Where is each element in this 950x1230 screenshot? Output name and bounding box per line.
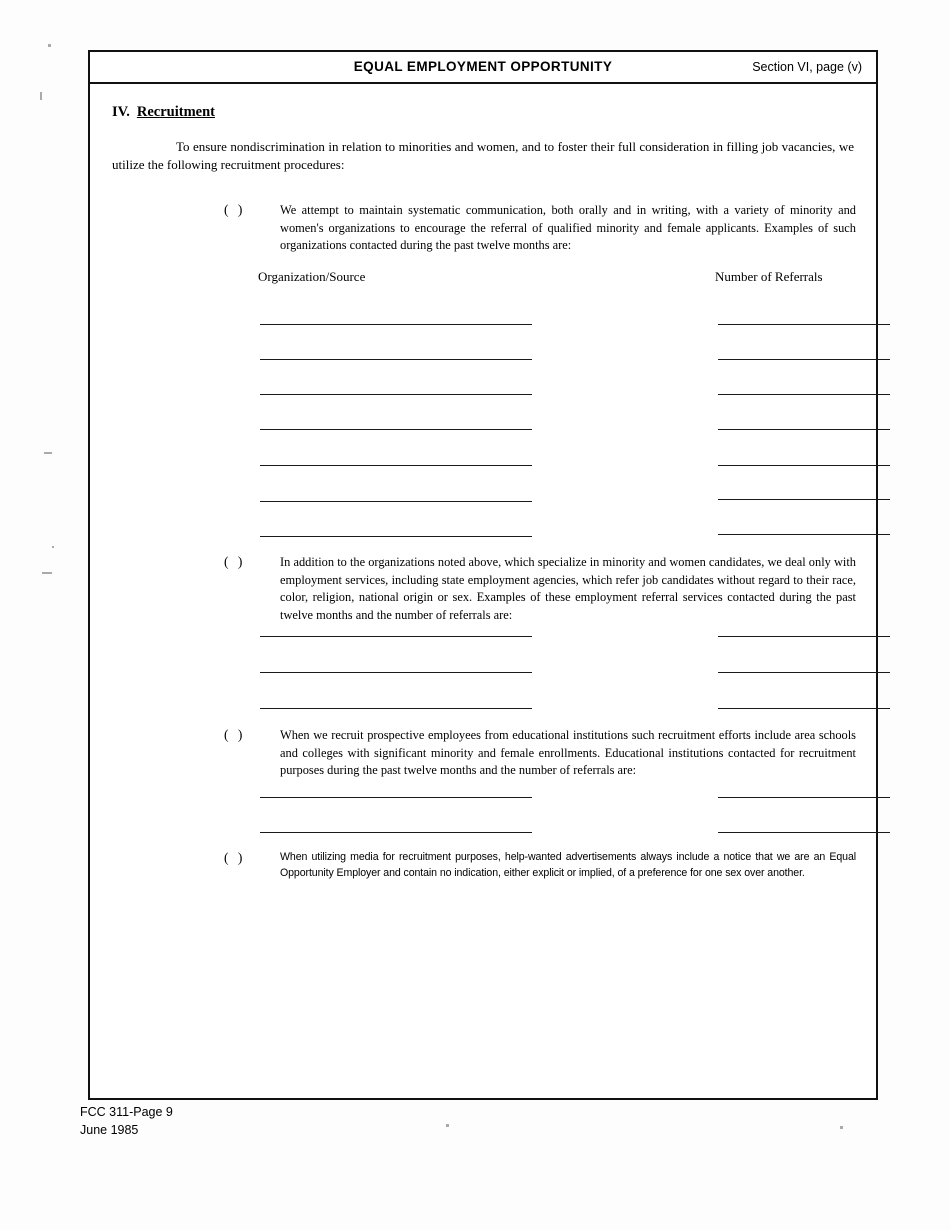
blank-line-ref-4[interactable] — [718, 429, 890, 430]
blank-line-ref-6[interactable] — [718, 499, 890, 500]
scan-artifact — [40, 92, 42, 100]
intro-text: To ensure nondiscrimination in relation to minorities and women, and to foster their full consideration in filling job vacancies, we utilize the following recruitment procedures: — [112, 139, 854, 173]
blank-line-org-1[interactable] — [260, 324, 532, 325]
blank-line-ref-3[interactable] — [718, 394, 890, 395]
page-header — [90, 52, 876, 84]
item-2-blank-line-right-3[interactable] — [718, 708, 890, 709]
item-2-blank-line-left-1[interactable] — [260, 636, 532, 637]
item-2-blank-line-right-1[interactable] — [718, 636, 890, 637]
page-title: EQUAL EMPLOYMENT OPPORTUNITY — [353, 59, 613, 74]
column-header-referrals: Number of Referrals — [715, 269, 823, 284]
form-date: June 1985 — [80, 1123, 139, 1138]
checkbox-item-1[interactable]: ( ) — [224, 202, 246, 217]
item-3-blank-line-left-2[interactable] — [260, 832, 532, 833]
column-header-organization: Organization/Source — [258, 269, 366, 284]
checkbox-item-3[interactable]: ( ) — [224, 727, 246, 742]
blank-line-org-2[interactable] — [260, 359, 532, 360]
section-number: IV. — [112, 104, 130, 120]
checkbox-item-2[interactable]: ( ) — [224, 554, 246, 569]
form-sheet — [88, 50, 878, 1100]
scan-artifact — [840, 1126, 843, 1129]
page-footer — [80, 1103, 173, 1139]
item-2-blank-line-right-2[interactable] — [718, 672, 890, 673]
checkbox-item-4[interactable]: ( ) — [224, 850, 246, 865]
item-2-text: In addition to the organizations noted above, which specialize in minority and women candidates, we deal only with employment services, including state employment agencies, which refer job candidates without regard to their race, color, religion, national origin or sex. Examples of these employment referral services contacted during the past twelve months and the number of referrals are: — [280, 555, 856, 622]
item-2-blank-line-left-2[interactable] — [260, 672, 532, 673]
section-title: Recruitment — [136, 104, 215, 120]
blank-line-ref-1[interactable] — [718, 324, 890, 325]
item-4-text: When utilizing media for recruitment purposes, help-wanted advertisements always include a notice that we are an Equal Opportunity Employer and contain no indication, either explicit or implied, of a preference for one sex over another. — [280, 851, 856, 879]
item-3-blank-line-left-1[interactable] — [260, 797, 532, 798]
item-3-text: When we recruit prospective employees from educational institutions such recruitment efforts include area schools and colleges with significant minority and female enrollments. Educational institutions contacted for recruitment purposes during the past twelve months and the number of referrals are: — [280, 728, 856, 778]
blank-line-org-4[interactable] — [260, 429, 532, 430]
blank-line-org-7[interactable] — [260, 536, 532, 537]
section-heading — [112, 104, 215, 121]
item-3-blank-line-right-1[interactable] — [718, 797, 890, 798]
scan-artifact — [48, 44, 51, 47]
scan-artifact — [44, 452, 52, 454]
scan-artifact — [42, 572, 52, 574]
item-3-blank-line-right-2[interactable] — [718, 832, 890, 833]
item-1-text: We attempt to maintain systematic communication, both orally and in writing, with a variety of minority and women's organizations to encourage the referral of qualified minority and female applicants. Examples of such organizations contacted during the past twelve months are: — [280, 203, 856, 253]
blank-line-ref-7[interactable] — [718, 534, 890, 535]
item-2-blank-line-left-3[interactable] — [260, 708, 532, 709]
scan-artifact — [446, 1124, 449, 1127]
blank-line-ref-5[interactable] — [718, 465, 890, 466]
form-identifier: FCC 311-Page 9 — [80, 1105, 173, 1119]
blank-line-org-6[interactable] — [260, 501, 532, 502]
blank-line-org-5[interactable] — [260, 465, 532, 466]
blank-line-ref-2[interactable] — [718, 359, 890, 360]
section-page-label: Section VI, page (v) — [752, 60, 862, 74]
intro-paragraph — [112, 138, 854, 175]
scan-artifact — [52, 546, 54, 548]
blank-line-org-3[interactable] — [260, 394, 532, 395]
